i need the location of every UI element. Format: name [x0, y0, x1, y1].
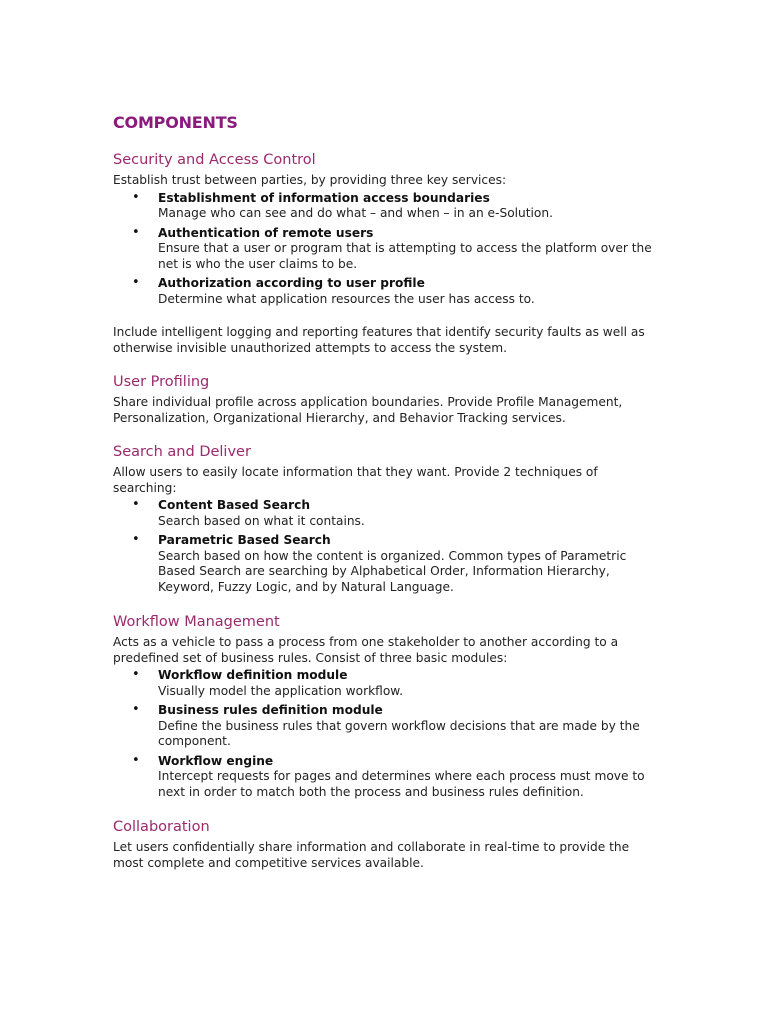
bullet-icon: •	[132, 702, 140, 717]
bullet-icon: •	[132, 224, 140, 240]
section-heading: Workflow Management	[113, 614, 280, 630]
page-title: COMPONENTS	[113, 113, 238, 132]
section-heading: User Profiling	[113, 374, 210, 390]
list-item	[113, 276, 658, 307]
bullet-icon: •	[132, 275, 140, 290]
section-outro: Include intelligent logging and reporting features that identify security faults as well as otherwise invisible unauthorized attempts to access the system.	[113, 325, 645, 355]
list-item	[113, 533, 658, 595]
bullet-list	[113, 498, 658, 595]
item-description: Determine what application resources the user has access to.	[158, 291, 535, 306]
list-item	[113, 703, 658, 750]
item-title: Authorization according to user profile	[158, 276, 425, 290]
bullet-icon: •	[132, 752, 140, 768]
section-search-deliver	[113, 443, 658, 595]
section-intro: Let users confidentially share information and collaborate in real-time to provide the most complete and competitive services available.	[113, 840, 630, 870]
item-description: Define the business rules that govern workflow decisions that are made by the component.	[158, 718, 640, 748]
bullet-icon: •	[132, 189, 140, 205]
bullet-list	[113, 191, 658, 308]
section-user-profiling	[113, 373, 658, 426]
section-security	[113, 151, 658, 356]
bullet-icon: •	[132, 667, 140, 682]
document-page	[113, 112, 658, 871]
item-description: Manage who can see and do what – and when – in an e-Solution.	[158, 206, 553, 220]
bullet-icon: •	[132, 497, 140, 512]
item-description: Ensure that a user or program that is attempting to access the platform over the net is who the user claims to be.	[158, 241, 652, 271]
section-intro: Acts as a vehicle to pass a process from one stakeholder to another according to a predefined set of business rules. Consist of three basic modules:	[113, 635, 619, 665]
section-workflow-management	[113, 613, 658, 800]
item-title: Parametric Based Search	[158, 533, 331, 547]
item-description: Search based on what it contains.	[158, 513, 365, 528]
item-description: Intercept requests for pages and determines where each process must move to next in order to match both the process and business rules definition.	[158, 769, 645, 799]
item-description: Visually model the application workflow.	[158, 683, 404, 698]
section-heading: Security and Access Control	[113, 152, 316, 168]
item-title: Content Based Search	[158, 498, 311, 512]
section-intro: Share individual profile across application boundaries. Provide Profile Management, Personalization, Organizational Hierarchy, and Behavior Tracking services.	[113, 395, 623, 425]
item-description: Search based on how the content is organized. Common types of Parametric Based Search are searching by Alphabetical Order, Information Hierarchy, Keyword, Fuzzy Logic, and by Natural Language.	[158, 548, 627, 594]
item-title: Workflow definition module	[158, 668, 348, 682]
item-title: Business rules definition module	[158, 703, 383, 717]
list-item	[113, 668, 658, 699]
section-intro: Establish trust between parties, by providing three key services:	[113, 173, 507, 187]
item-title: Establishment of information access boundaries	[158, 190, 490, 205]
bullet-list	[113, 668, 658, 800]
item-title: Authentication of remote users	[158, 225, 374, 240]
section-collaboration	[113, 818, 658, 871]
list-item	[113, 226, 658, 273]
list-item	[113, 754, 658, 801]
bullet-icon: •	[132, 532, 140, 547]
item-title: Workflow engine	[158, 753, 274, 768]
section-heading: Collaboration	[113, 819, 210, 835]
list-item	[113, 191, 658, 222]
section-intro: Allow users to easily locate information that they want. Provide 2 techniques of searching:	[113, 465, 598, 495]
section-heading: Search and Deliver	[113, 444, 251, 460]
list-item	[113, 498, 658, 529]
